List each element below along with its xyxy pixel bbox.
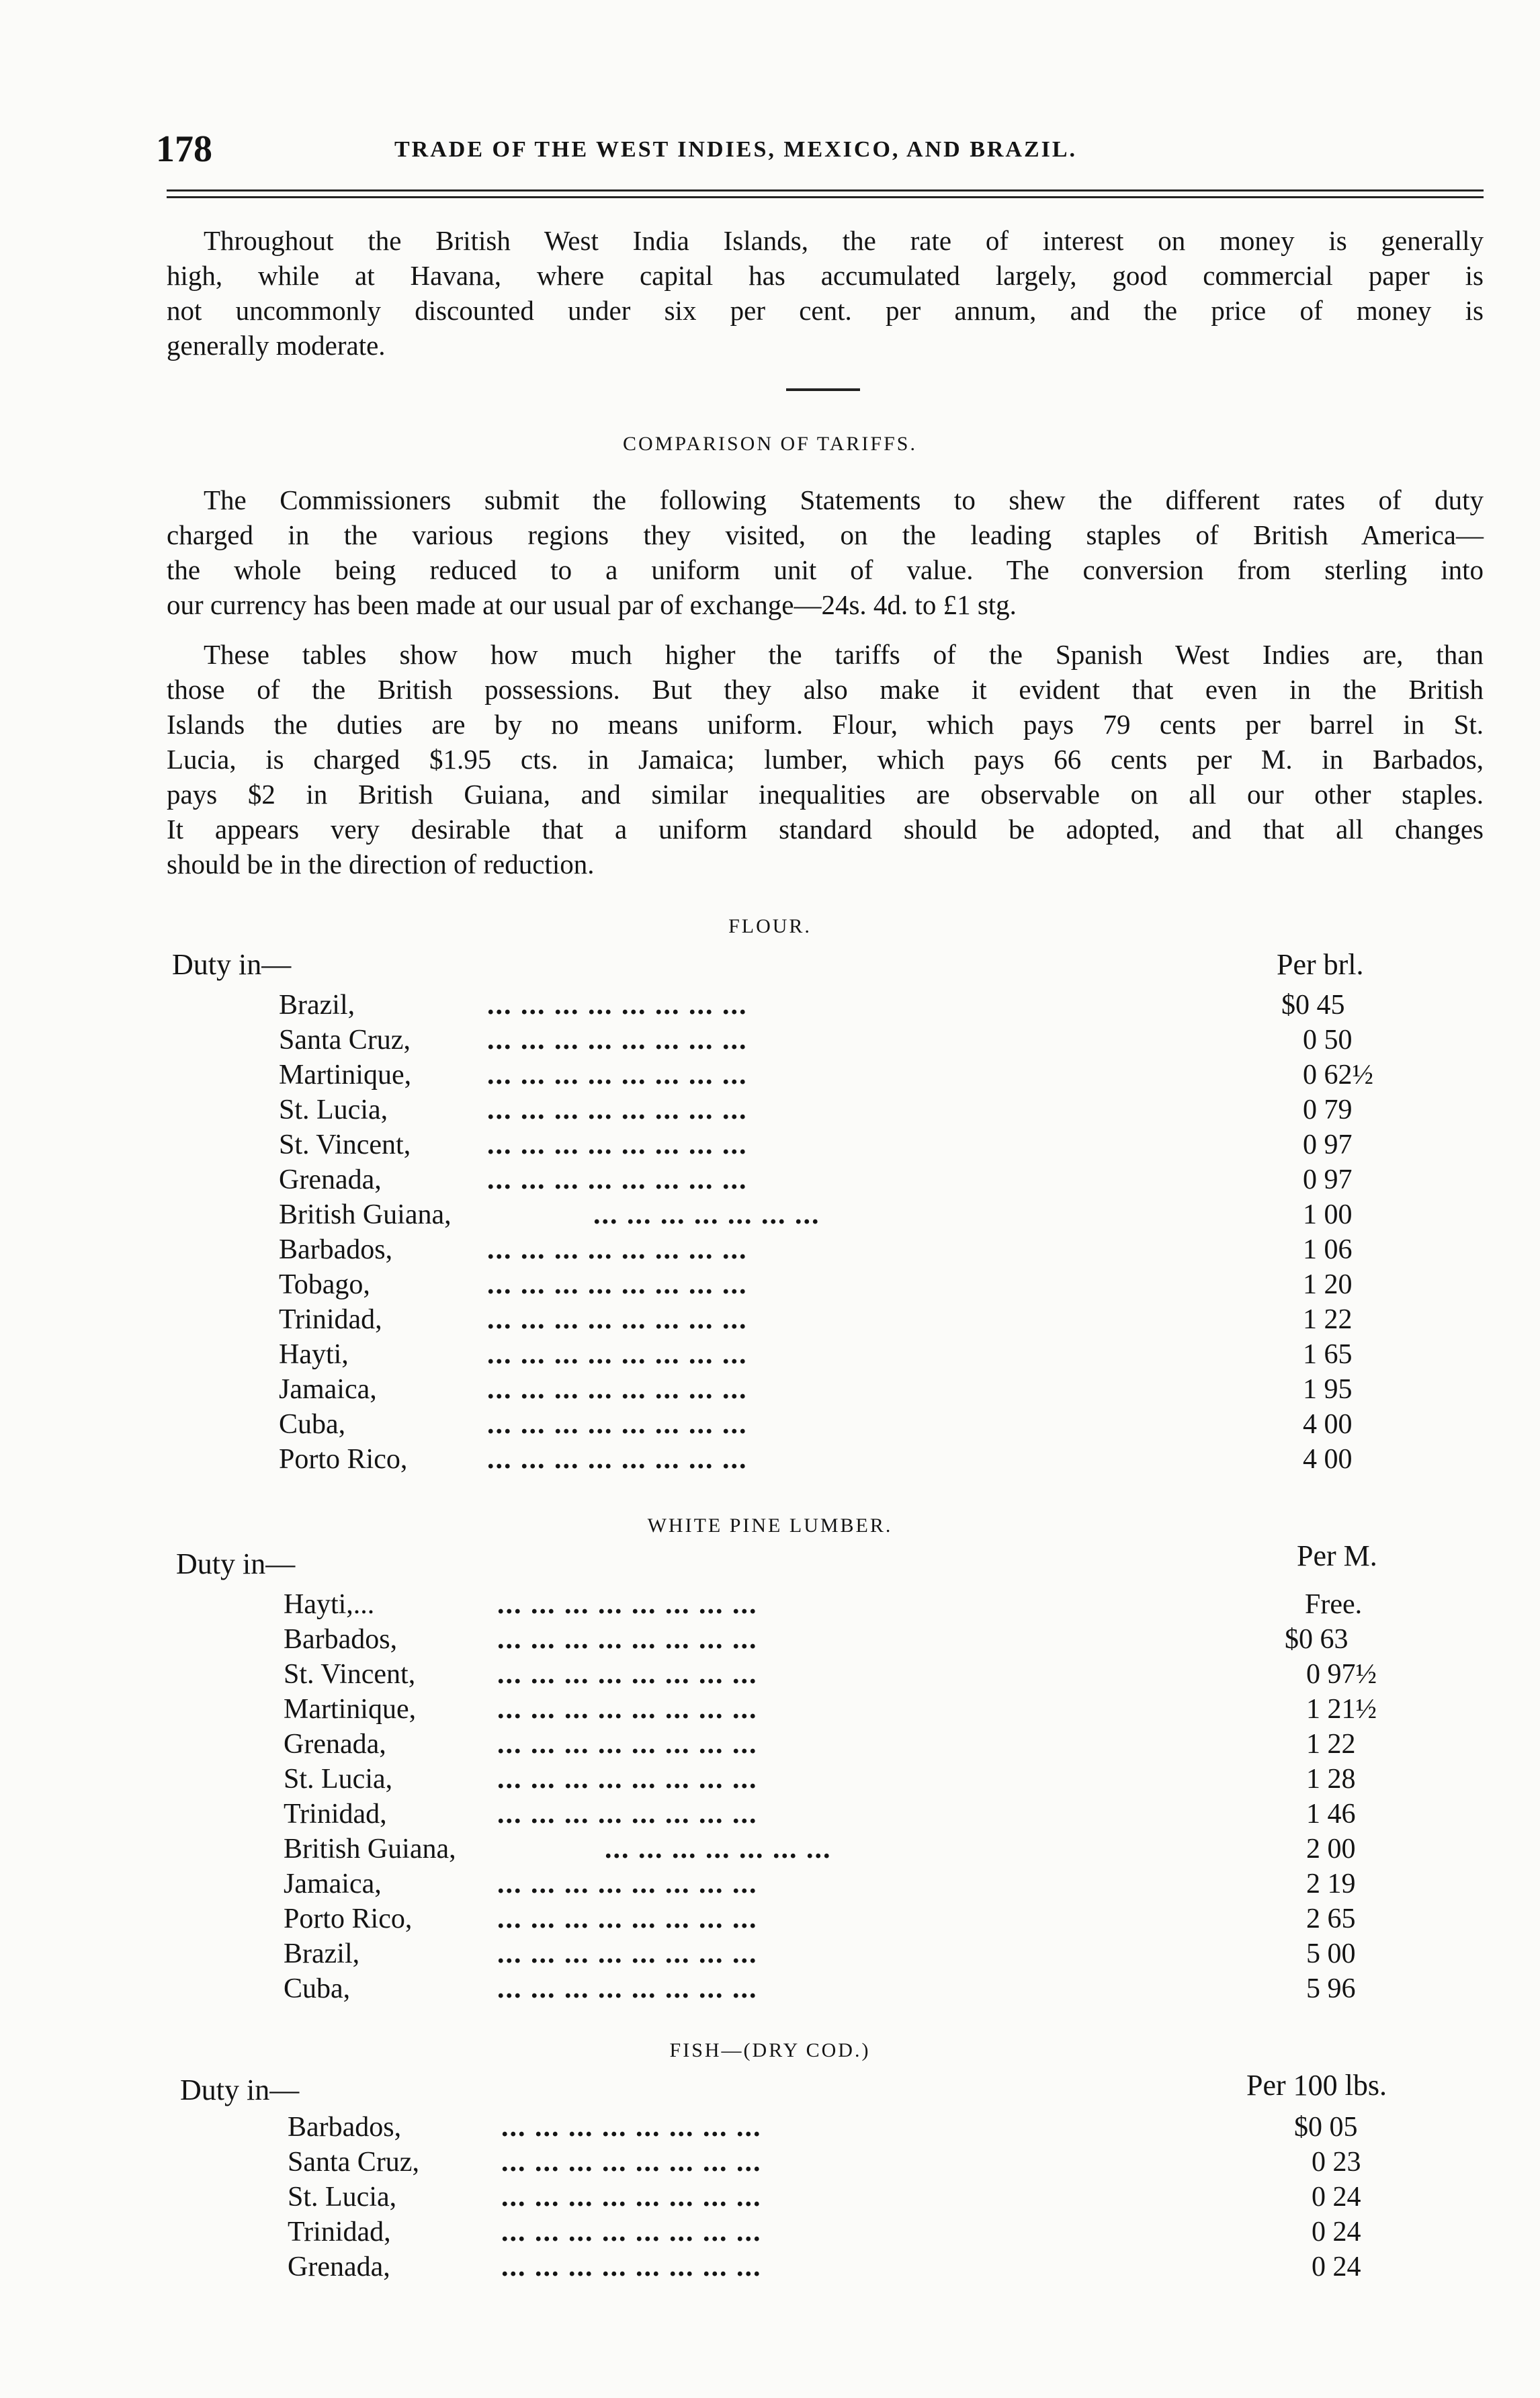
dot-leader: ... ... ... ... ... ... ... ... xyxy=(497,1938,758,1969)
lumber-table xyxy=(284,1587,1453,2006)
place-name: Porto Rico, xyxy=(279,1444,408,1475)
dot-leader: ... ... ... ... ... ... ... ... xyxy=(501,2147,762,2178)
duty-amount: Free. xyxy=(1305,1589,1363,1620)
dot-leader: ... ... ... ... ... ... ... ... xyxy=(501,2252,762,2282)
text-line: should be in the direction of reduction. xyxy=(167,849,595,880)
comparison-paragraph-2 xyxy=(167,637,1484,882)
duty-amount: 5 96 xyxy=(1306,1973,1356,2004)
place-name: Jamaica, xyxy=(284,1869,382,1899)
text-line: It appears very desirable that a uniform standard should be adopted, and that all changes xyxy=(167,814,1484,845)
place-name: Barbados, xyxy=(279,1234,393,1265)
dot-leader: ... ... ... ... ... ... ... ... xyxy=(497,1624,758,1655)
table-row xyxy=(284,1832,1453,1867)
table-row xyxy=(288,2145,1457,2180)
dot-leader: ... ... ... ... ... ... ... ... xyxy=(501,2182,762,2213)
place-name: Porto Rico, xyxy=(284,1903,413,1934)
duty-amount: 1 46 xyxy=(1306,1799,1356,1830)
text-line: high, while at Havana, where capital has accumulated largely, good commercial paper is xyxy=(167,260,1484,291)
duty-amount: 1 28 xyxy=(1306,1764,1356,1795)
place-name: Jamaica, xyxy=(279,1374,377,1405)
dot-leader: ... ... ... ... ... ... ... ... xyxy=(487,1025,748,1056)
place-name: St. Lucia, xyxy=(279,1095,388,1125)
place-name: Grenada, xyxy=(284,1729,386,1760)
duty-amount: 2 19 xyxy=(1306,1869,1356,1899)
table-row xyxy=(284,1936,1453,1971)
duty-amount: 4 00 xyxy=(1303,1444,1353,1475)
dot-leader: ... ... ... ... ... ... ... ... xyxy=(497,1764,758,1795)
text-line: Islands the duties are by no means uniform. Flour, which pays 79 cents per barrel in St. xyxy=(167,709,1484,740)
page-number: 178 xyxy=(156,128,212,170)
duty-amount: $0 05 xyxy=(1294,2112,1358,2143)
text-line: those of the British possessions. But they also make it evident that even in the British xyxy=(167,674,1484,705)
table-row xyxy=(284,1762,1453,1797)
text-line: Lucia, is charged $1.95 cts. in Jamaica; lumber, which pays 66 cents per M. in Barbados, xyxy=(167,744,1484,775)
duty-amount: 1 06 xyxy=(1303,1234,1353,1265)
table-row xyxy=(288,2215,1457,2250)
dot-leader: ... ... ... ... ... ... ... ... xyxy=(487,1095,748,1125)
place-name: Hayti, xyxy=(279,1339,349,1370)
dot-leader: ... ... ... ... ... ... ... ... xyxy=(487,1444,748,1475)
dot-leader: ... ... ... ... ... ... ... ... xyxy=(497,1973,758,2004)
table-row xyxy=(284,1622,1453,1657)
dot-leader: ... ... ... ... ... ... ... ... xyxy=(487,1129,748,1160)
dot-leader: ... ... ... ... ... ... ... ... xyxy=(497,1903,758,1934)
lumber-heading: WHITE PINE LUMBER. xyxy=(647,1514,893,1537)
duty-amount: 0 24 xyxy=(1312,2252,1361,2282)
place-name: St. Lucia, xyxy=(284,1764,393,1795)
text-line: generally moderate. xyxy=(167,330,386,361)
fish-unit-label: Per 100 lbs. xyxy=(1246,2069,1387,2102)
section-divider xyxy=(786,388,860,391)
dot-leader: ... ... ... ... ... ... ... xyxy=(605,1834,832,1865)
table-row xyxy=(279,1127,1448,1162)
duty-amount: 2 00 xyxy=(1306,1834,1356,1865)
table-row xyxy=(284,1692,1453,1727)
table-row xyxy=(279,1162,1448,1197)
table-row xyxy=(279,988,1448,1023)
text-line: the whole being reduced to a uniform unit of value. The conversion from sterling into xyxy=(167,554,1484,585)
place-name: Hayti,... xyxy=(284,1589,375,1620)
comparison-paragraph-1 xyxy=(167,482,1484,622)
place-name: Cuba, xyxy=(279,1409,346,1440)
place-name: St. Vincent, xyxy=(279,1129,411,1160)
fish-table xyxy=(288,2110,1457,2284)
place-name: Grenada, xyxy=(288,2252,390,2282)
dot-leader: ... ... ... ... ... ... ... xyxy=(593,1199,820,1230)
table-row xyxy=(279,1197,1448,1232)
dot-leader: ... ... ... ... ... ... ... ... xyxy=(487,990,748,1021)
place-name: Brazil, xyxy=(284,1938,360,1969)
place-name: Tobago, xyxy=(279,1269,370,1300)
dot-leader: ... ... ... ... ... ... ... ... xyxy=(501,2112,762,2143)
table-row xyxy=(284,1727,1453,1762)
table-row xyxy=(279,1267,1448,1302)
dot-leader: ... ... ... ... ... ... ... ... xyxy=(487,1339,748,1370)
duty-amount: 0 50 xyxy=(1303,1025,1353,1056)
duty-amount: 1 20 xyxy=(1303,1269,1353,1300)
flour-table xyxy=(279,988,1448,1477)
fish-heading: FISH—(DRY COD.) xyxy=(669,2039,871,2061)
duty-amount: 0 24 xyxy=(1312,2182,1361,2213)
dot-leader: ... ... ... ... ... ... ... ... xyxy=(487,1060,748,1090)
table-row xyxy=(284,1867,1453,1901)
flour-heading: FLOUR. xyxy=(728,915,812,937)
running-head: TRADE OF THE WEST INDIES, MEXICO, AND BRAZIL. xyxy=(394,137,1078,162)
table-row xyxy=(284,1657,1453,1692)
dot-leader: ... ... ... ... ... ... ... ... xyxy=(487,1304,748,1335)
text-line: not uncommonly discounted under six per cent. per annum, and the price of money is xyxy=(167,295,1484,326)
duty-amount: $0 45 xyxy=(1281,990,1345,1021)
dot-leader: ... ... ... ... ... ... ... ... xyxy=(497,1729,758,1760)
dot-leader: ... ... ... ... ... ... ... ... xyxy=(487,1234,748,1265)
place-name: St. Lucia, xyxy=(288,2182,397,2213)
duty-amount: 1 65 xyxy=(1303,1339,1353,1370)
place-name: Grenada, xyxy=(279,1164,382,1195)
dot-leader: ... ... ... ... ... ... ... ... xyxy=(497,1589,758,1620)
duty-amount: 0 23 xyxy=(1312,2147,1361,2178)
duty-amount: $0 63 xyxy=(1285,1624,1349,1655)
dot-leader: ... ... ... ... ... ... ... ... xyxy=(487,1409,748,1440)
dot-leader: ... ... ... ... ... ... ... ... xyxy=(497,1694,758,1725)
place-name: Trinidad, xyxy=(284,1799,387,1830)
dot-leader: ... ... ... ... ... ... ... ... xyxy=(501,2217,762,2247)
duty-amount: 0 62½ xyxy=(1303,1060,1373,1090)
place-name: Trinidad, xyxy=(279,1304,382,1335)
duty-amount: 0 97 xyxy=(1303,1164,1353,1195)
duty-amount: 1 00 xyxy=(1303,1199,1353,1230)
duty-amount: 0 97½ xyxy=(1306,1659,1377,1690)
dot-leader: ... ... ... ... ... ... ... ... xyxy=(487,1164,748,1195)
lumber-unit-label: Per M. xyxy=(1297,1539,1377,1572)
header-rule xyxy=(167,196,1484,198)
table-row xyxy=(279,1023,1448,1058)
place-name: Brazil, xyxy=(279,990,355,1021)
place-name: Barbados, xyxy=(288,2112,402,2143)
place-name: British Guiana, xyxy=(284,1834,456,1865)
place-name: Trinidad, xyxy=(288,2217,391,2247)
duty-amount: 5 00 xyxy=(1306,1938,1356,1969)
place-name: St. Vincent, xyxy=(284,1659,416,1690)
text-line: pays $2 in British Guiana, and similar inequalities are observable on all our other staples. xyxy=(167,779,1484,810)
place-name: Barbados, xyxy=(284,1624,398,1655)
table-row xyxy=(284,1971,1453,2006)
table-row xyxy=(279,1372,1448,1407)
table-row xyxy=(279,1337,1448,1372)
dot-leader: ... ... ... ... ... ... ... ... xyxy=(497,1799,758,1830)
table-row xyxy=(279,1058,1448,1093)
duty-amount: 4 00 xyxy=(1303,1409,1353,1440)
duty-amount: 1 22 xyxy=(1303,1304,1353,1335)
place-name: British Guiana, xyxy=(279,1199,452,1230)
duty-amount: 0 24 xyxy=(1312,2217,1361,2247)
place-name: Santa Cruz, xyxy=(279,1025,411,1056)
lumber-duty-label: Duty in— xyxy=(176,1547,296,1580)
table-row xyxy=(288,2110,1457,2145)
place-name: Cuba, xyxy=(284,1973,351,2004)
table-row xyxy=(284,1797,1453,1832)
duty-amount: 0 97 xyxy=(1303,1129,1353,1160)
table-row xyxy=(279,1407,1448,1442)
table-row xyxy=(288,2180,1457,2215)
table-row xyxy=(284,1587,1453,1622)
place-name: Martinique, xyxy=(279,1060,412,1090)
dot-leader: ... ... ... ... ... ... ... ... xyxy=(487,1374,748,1405)
text-line: The Commissioners submit the following Statements to shew the different rates of duty xyxy=(204,484,1484,515)
text-line: charged in the various regions they visited, on the leading staples of British America— xyxy=(167,519,1484,550)
header-rule xyxy=(167,189,1484,191)
table-row xyxy=(284,1901,1453,1936)
comparison-heading: COMPARISON OF TARIFFS. xyxy=(623,433,917,455)
place-name: Martinique, xyxy=(284,1694,417,1725)
duty-amount: 2 65 xyxy=(1306,1903,1356,1934)
flour-unit-label: Per brl. xyxy=(1277,948,1364,981)
table-row xyxy=(288,2250,1457,2284)
page-header xyxy=(156,128,1480,175)
table-row xyxy=(279,1232,1448,1267)
fish-duty-label: Duty in— xyxy=(180,2073,300,2106)
duty-amount: 1 95 xyxy=(1303,1374,1353,1405)
text-line: our currency has been made at our usual par of exchange—24s. 4d. to £1 stg. xyxy=(167,589,1017,620)
place-name: Santa Cruz, xyxy=(288,2147,419,2178)
dot-leader: ... ... ... ... ... ... ... ... xyxy=(497,1869,758,1899)
table-row xyxy=(279,1442,1448,1477)
duty-amount: 1 21½ xyxy=(1306,1694,1377,1725)
table-row xyxy=(279,1302,1448,1337)
text-line: These tables show how much higher the tariffs of the Spanish West Indies are, than xyxy=(204,639,1484,670)
dot-leader: ... ... ... ... ... ... ... ... xyxy=(497,1659,758,1690)
text-line: Throughout the British West India Islands, the rate of interest on money is generally xyxy=(204,225,1484,256)
dot-leader: ... ... ... ... ... ... ... ... xyxy=(487,1269,748,1300)
intro-paragraph xyxy=(167,223,1484,363)
flour-duty-label: Duty in— xyxy=(172,948,292,981)
table-row xyxy=(279,1093,1448,1127)
duty-amount: 1 22 xyxy=(1306,1729,1356,1760)
duty-amount: 0 79 xyxy=(1303,1095,1353,1125)
